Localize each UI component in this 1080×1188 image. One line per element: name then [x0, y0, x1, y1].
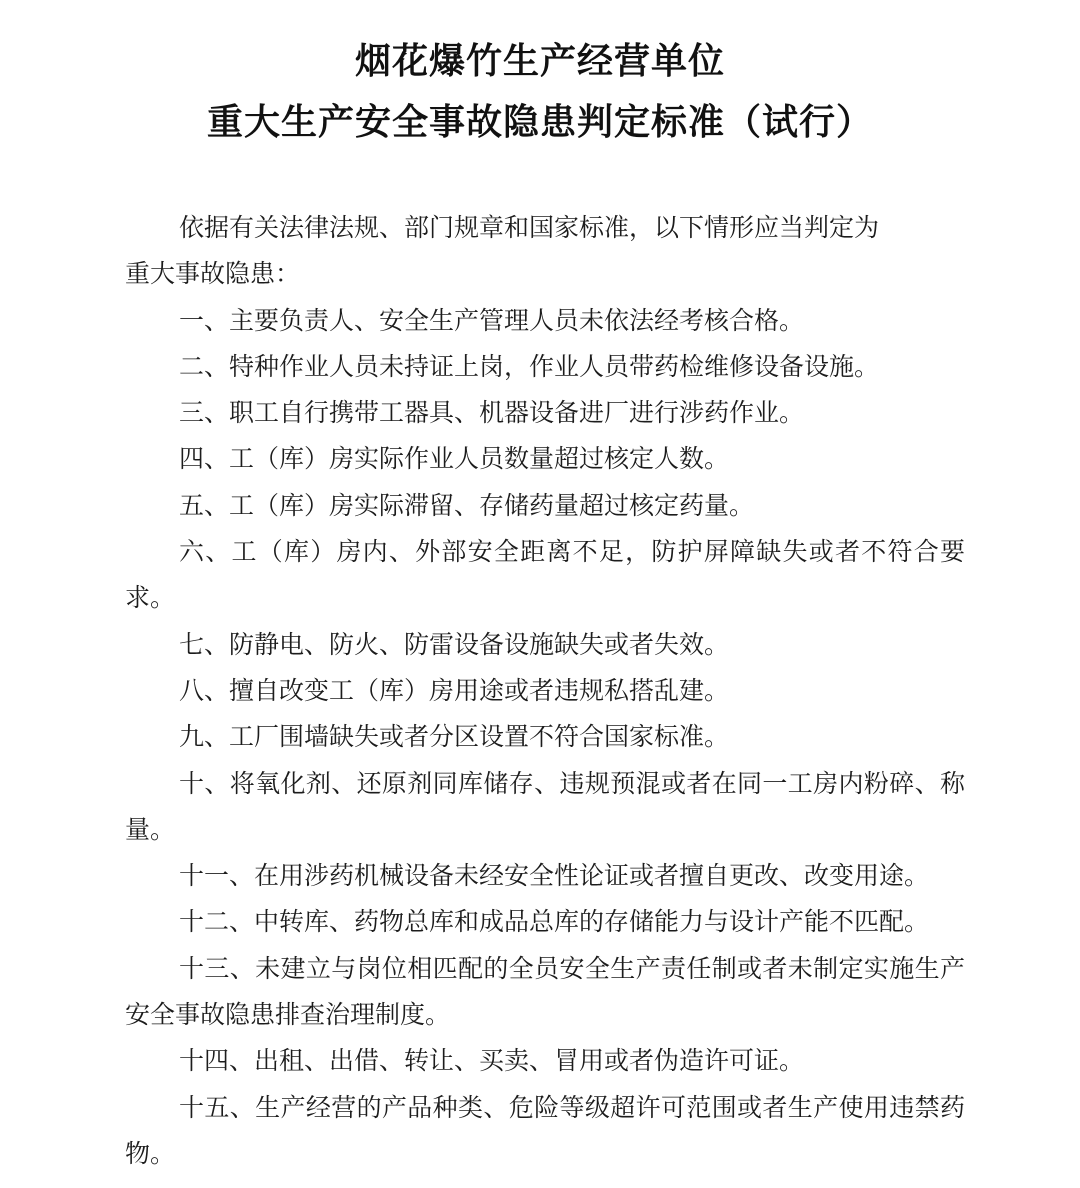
document-title-line-2: 重大生产安全事故隐患判定标准（试行） [206, 102, 873, 143]
list-item: 六、工（库）房内、外部安全距离不足，防护屏障缺失或者不符合要求。 [125, 537, 965, 613]
document-body [125, 205, 965, 1177]
list-item: 十一、在用涉药机械设备未经安全性论证或者擅自更改、改变用途。 [179, 861, 930, 891]
list-item: 四、工（库）房实际作业人员数量超过核定人数。 [179, 444, 730, 474]
list-item: 十、将氧化剂、还原剂同库储存、违规预混或者在同一工房内粉碎、称量。 [125, 768, 965, 844]
intro-paragraph-line-2: 重大事故隐患： [125, 259, 301, 289]
list-item: 十三、未建立与岗位相匹配的全员安全生产责任制或者未制定实施生产安全事故隐患排查治理制度。 [125, 953, 965, 1030]
list-item: 十五、生产经营的产品种类、危险等级超许可范围或者生产使用违禁药物。 [125, 1092, 965, 1168]
list-item: 九、工厂围墙缺失或者分区设置不符合国家标准。 [179, 722, 730, 752]
list-item: 五、工（库）房实际滞留、存储药量超过核定药量。 [179, 490, 755, 520]
intro-paragraph-line-1: 依据有关法律法规、部门规章和国家标准，以下情形应当判定为 [179, 213, 880, 242]
list-item: 二、特种作业人员未持证上岗，作业人员带药检维修设备设施。 [179, 351, 880, 381]
list-item: 八、擅自改变工（库）房用途或者违规私搭乱建。 [179, 675, 730, 705]
list-item: 十二、中转库、药物总库和成品总库的存储能力与设计产能不匹配。 [179, 907, 930, 937]
list-item: 三、职工自行携带工器具、机器设备进厂进行涉药作业。 [179, 398, 805, 428]
list-item: 七、防静电、防火、防雷设备设施缺失或者失效。 [179, 629, 730, 659]
list-item: 十四、出租、出借、转让、买卖、冒用或者伪造许可证。 [179, 1046, 805, 1076]
list-item: 一、主要负责人、安全生产管理人员未依法经考核合格。 [179, 305, 805, 335]
document-title-line-1: 烟花爆竹生产经营单位 [354, 41, 725, 82]
